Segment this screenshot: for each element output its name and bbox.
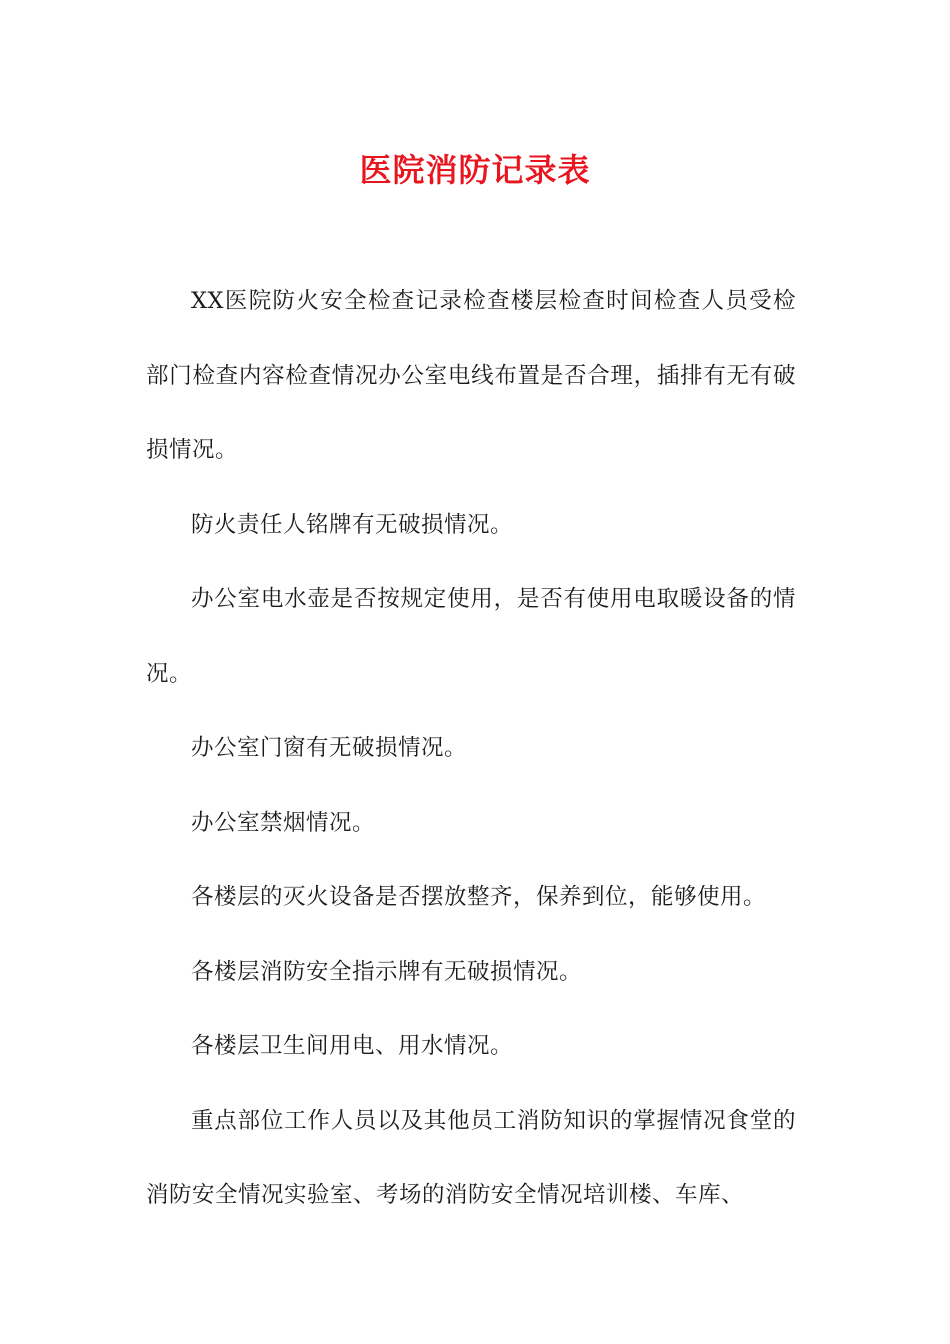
document-title: 医院消防记录表	[359, 151, 591, 189]
paragraph: 防火责任人铭牌有无破损情况。	[191, 511, 514, 538]
paragraph: 各楼层卫生间用电、用水情况。	[191, 1033, 514, 1059]
paragraph: 各楼层消防安全指示牌有无破损情况。	[191, 958, 583, 985]
paragraph: 办公室门窗有无破损情况。	[191, 735, 468, 761]
paragraph: 办公室电水壶是否按规定使用，是否有使用电取暖设备的情况。	[146, 586, 796, 687]
paragraph: 各楼层的灭火设备是否摆放整齐，保养到位，能够使用。	[191, 884, 767, 910]
paragraph: XX医院防火安全检查记录检查楼层检查时间检查人员受检部门检查内容检查情况办公室电线布置是否合理，插排有无有破损情况。	[146, 288, 796, 463]
paragraph: 重点部位工作人员以及其他员工消防知识的掌握情况食堂的消防安全情况实验室、考场的消防安全情况培训楼、车库、	[146, 1107, 796, 1208]
paragraph: 办公室禁烟情况。	[191, 809, 376, 836]
document-body	[146, 264, 796, 1233]
